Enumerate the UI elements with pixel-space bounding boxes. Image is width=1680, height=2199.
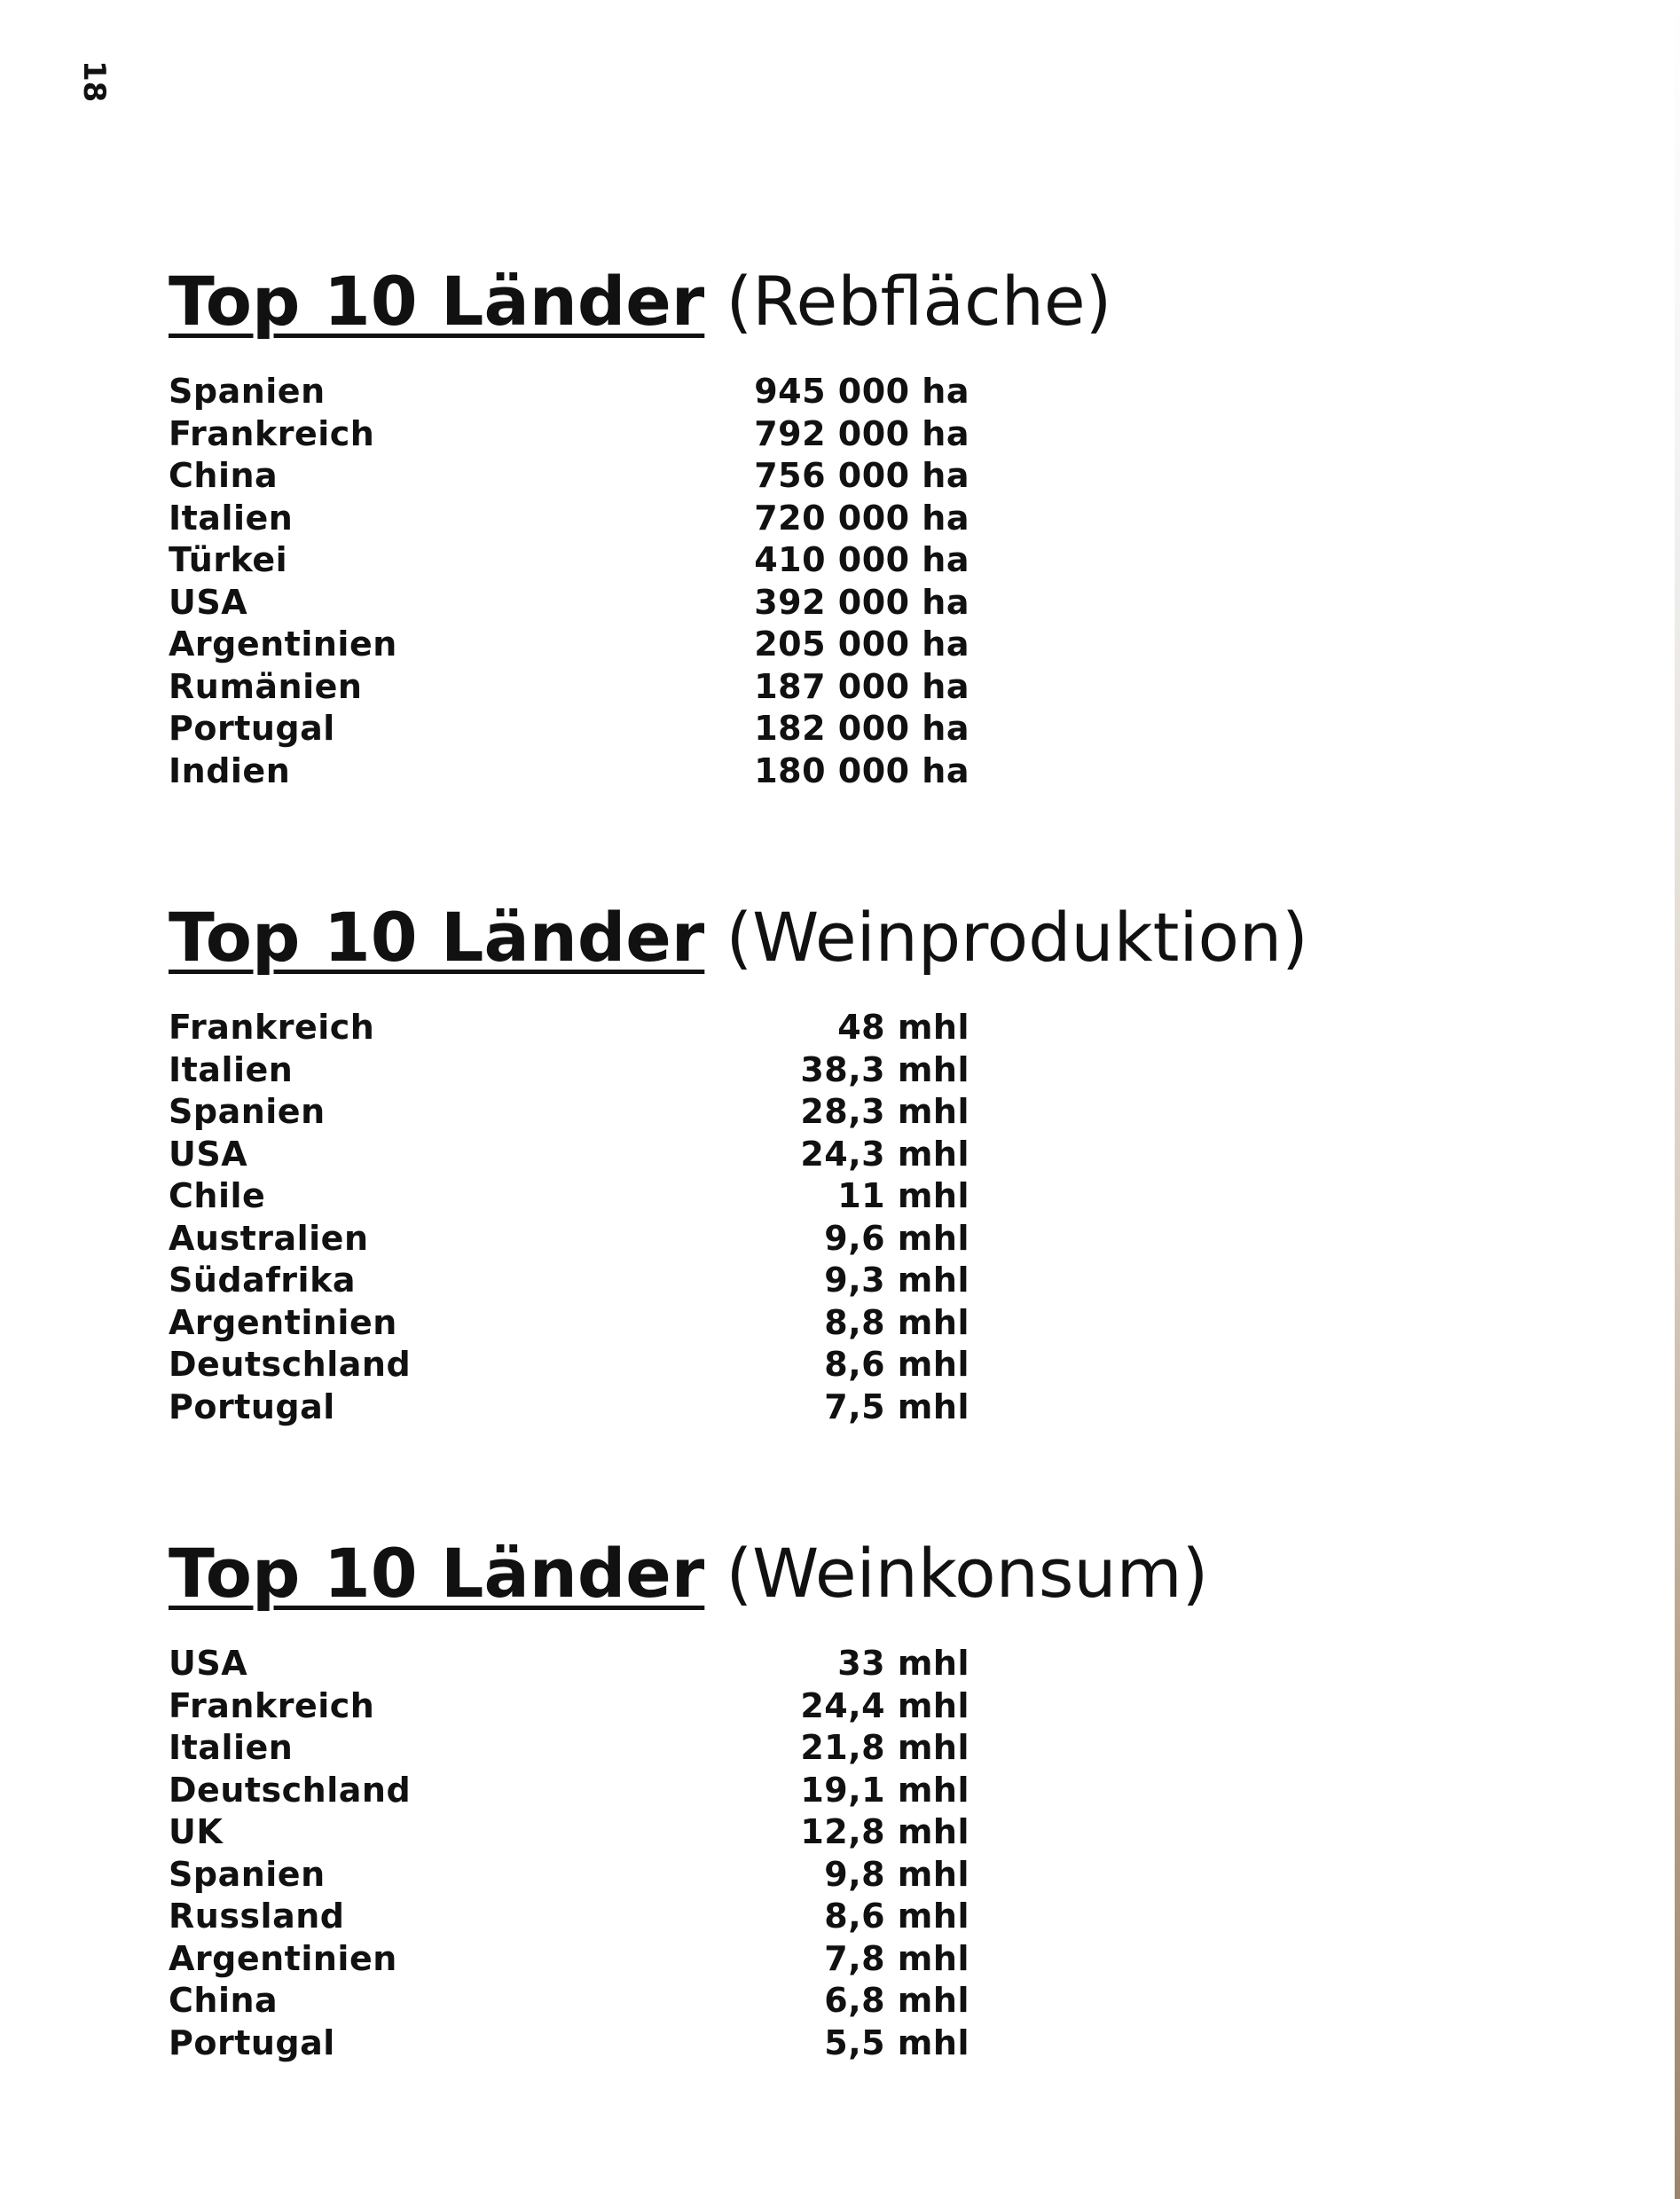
country-name: Frankreich <box>169 1008 375 1047</box>
list-item <box>169 1896 1410 1938</box>
country-value: 12,8 mhl <box>800 1812 970 1851</box>
list-item <box>169 1727 1410 1770</box>
list-item <box>169 1811 1410 1854</box>
list-item <box>169 666 1410 709</box>
country-value: 756 000 ha <box>754 456 970 495</box>
country-value: 392 000 ha <box>754 582 970 622</box>
list-item <box>169 582 1410 624</box>
heading-bold: Top 10 Länder <box>169 1534 705 1613</box>
country-name: Argentinien <box>169 624 397 664</box>
list-item <box>169 539 1410 582</box>
section-heading <box>169 1534 1410 1614</box>
country-name: Chile <box>169 1176 266 1215</box>
section-heading <box>169 262 1410 342</box>
heading-sub: (Weinkonsum) <box>726 1534 1209 1613</box>
country-name: Frankreich <box>169 413 375 453</box>
country-value: 945 000 ha <box>754 372 970 411</box>
country-value: 28,3 mhl <box>800 1092 970 1131</box>
list-item <box>169 413 1410 456</box>
country-value: 182 000 ha <box>754 709 970 748</box>
country-name: Argentinien <box>169 1938 397 1978</box>
country-value: 21,8 mhl <box>800 1728 970 1767</box>
list-item <box>169 371 1410 413</box>
list-item <box>169 1049 1410 1092</box>
country-value: 33 mhl <box>837 1644 970 1683</box>
list-item <box>169 1134 1410 1176</box>
country-value: 8,6 mhl <box>824 1345 970 1384</box>
country-name: USA <box>169 1644 248 1683</box>
country-name: Spanien <box>169 372 326 411</box>
country-value: 410 000 ha <box>754 540 970 579</box>
country-name: USA <box>169 582 248 622</box>
country-value: 6,8 mhl <box>824 1981 970 2020</box>
country-value: 9,8 mhl <box>824 1854 970 1894</box>
country-name: China <box>169 456 279 495</box>
country-name: Italien <box>169 1728 294 1767</box>
country-value: 11 mhl <box>837 1176 970 1215</box>
country-name: UK <box>169 1812 224 1851</box>
country-name: Italien <box>169 498 294 538</box>
list-item <box>169 1091 1410 1134</box>
list-item <box>169 1685 1410 1728</box>
country-value: 205 000 ha <box>754 624 970 664</box>
section-weinproduktion <box>169 898 1410 1428</box>
country-value: 8,6 mhl <box>824 1897 970 1936</box>
section-weinkonsum <box>169 1534 1410 2064</box>
list-item <box>169 1854 1410 1897</box>
country-value: 9,3 mhl <box>824 1260 970 1300</box>
list-item <box>169 1007 1410 1049</box>
list-item <box>169 708 1410 750</box>
country-name: Portugal <box>169 1386 335 1426</box>
country-name: USA <box>169 1134 248 1174</box>
section-heading <box>169 898 1410 978</box>
country-value: 187 000 ha <box>754 666 970 706</box>
heading-bold: Top 10 Länder <box>169 898 705 977</box>
country-name: Spanien <box>169 1854 326 1894</box>
list-item <box>169 1386 1410 1429</box>
country-name: Deutschland <box>169 1345 412 1384</box>
list-item <box>169 2022 1410 2065</box>
list-item <box>169 1302 1410 1345</box>
section-rebflaeche <box>169 262 1410 792</box>
country-value: 7,5 mhl <box>824 1386 970 1426</box>
page-number: 18 <box>76 60 112 103</box>
country-value: 720 000 ha <box>754 498 970 538</box>
country-value: 38,3 mhl <box>800 1049 970 1089</box>
list-item <box>169 1980 1410 2022</box>
list-item <box>169 624 1410 666</box>
ranking-list <box>169 1643 1410 2064</box>
ranking-list <box>169 371 1410 792</box>
country-value: 8,8 mhl <box>824 1302 970 1342</box>
list-item <box>169 498 1410 540</box>
ranking-list <box>169 1007 1410 1428</box>
country-name: Portugal <box>169 2022 335 2062</box>
country-name: China <box>169 1981 279 2020</box>
country-name: Russland <box>169 1897 345 1936</box>
list-item <box>169 1770 1410 1812</box>
country-name: Südafrika <box>169 1260 356 1300</box>
list-item <box>169 455 1410 498</box>
country-value: 24,4 mhl <box>800 1685 970 1725</box>
country-value: 48 mhl <box>837 1008 970 1047</box>
country-name: Frankreich <box>169 1685 375 1725</box>
country-name: Portugal <box>169 709 335 748</box>
country-value: 180 000 ha <box>754 750 970 790</box>
country-name: Türkei <box>169 540 288 579</box>
country-value: 792 000 ha <box>754 413 970 453</box>
list-item <box>169 1643 1410 1685</box>
country-value: 19,1 mhl <box>800 1770 970 1810</box>
list-item <box>169 1344 1410 1386</box>
list-item <box>169 1175 1410 1218</box>
list-item <box>169 1938 1410 1981</box>
country-name: Argentinien <box>169 1302 397 1342</box>
country-value: 7,8 mhl <box>824 1938 970 1978</box>
country-name: Spanien <box>169 1092 326 1131</box>
list-item <box>169 750 1410 793</box>
country-name: Italien <box>169 1049 294 1089</box>
country-name: Deutschland <box>169 1770 412 1810</box>
country-value: 24,3 mhl <box>800 1134 970 1174</box>
country-name: Australien <box>169 1218 369 1258</box>
heading-sub: (Weinproduktion) <box>726 898 1308 977</box>
country-name: Indien <box>169 750 291 790</box>
heading-sub: (Rebfläche) <box>726 262 1112 341</box>
country-value: 9,6 mhl <box>824 1218 970 1258</box>
country-value: 5,5 mhl <box>824 2022 970 2062</box>
heading-bold: Top 10 Länder <box>169 262 705 341</box>
list-item <box>169 1218 1410 1260</box>
page-edge <box>1675 0 1680 2199</box>
country-name: Rumänien <box>169 666 363 706</box>
list-item <box>169 1260 1410 1302</box>
